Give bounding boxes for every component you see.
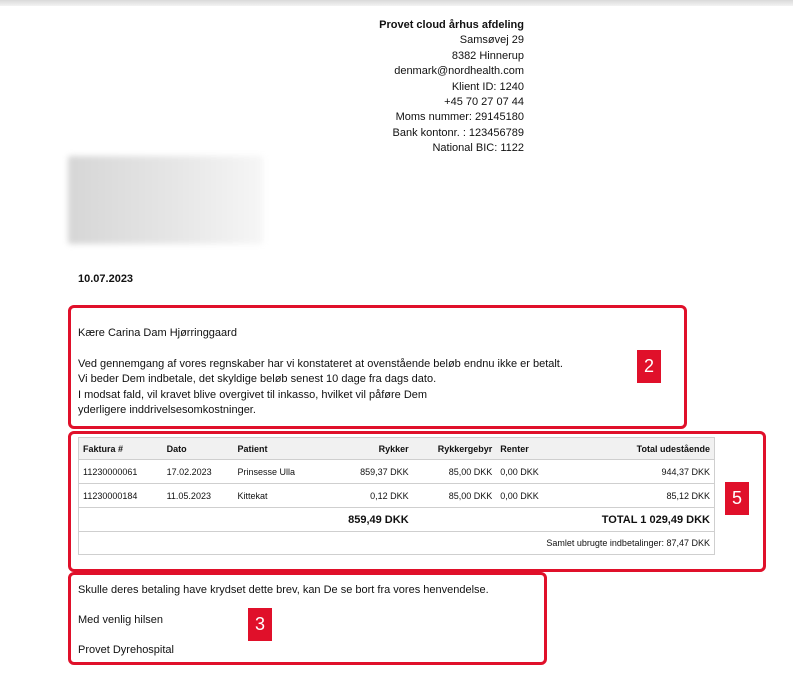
closing-note: Skulle deres betaling have krydset dette brev, kan De se bort fra vores henvendelse.: [78, 584, 489, 596]
letter-line-1: Ved gennemgang af vores regnskaber har vi konstateret at ovenstående beløb endnu ikke er betalt.: [78, 357, 563, 370]
col-invoice: Faktura #: [79, 438, 163, 460]
sender-bank: Bank kontonr. : 123456789: [392, 126, 524, 139]
sender-address-block: [379, 18, 524, 157]
letter-line-2: Vi beder Dem indbetale, det skyldige beløb senest 10 dage fra dags dato.: [78, 373, 437, 385]
top-shadow-bar: [0, 0, 793, 6]
cell-patient: Kittekat: [233, 484, 321, 508]
cell-interest: 0,00 DKK: [496, 484, 558, 508]
cell-date: 17.02.2023: [163, 460, 234, 484]
blurred-recipient-address: [68, 156, 263, 244]
sender-bic: National BIC: 1122: [432, 142, 524, 155]
closing-regards: Med venlig hilsen: [78, 614, 163, 626]
sum-total: TOTAL 1 029,49 DKK: [558, 508, 714, 532]
letter-greeting: Kære Carina Dam Hjørringgaard: [78, 327, 237, 339]
col-reminder-fee: Rykkergebyr: [413, 438, 497, 460]
col-interest: Renter: [496, 438, 558, 460]
annotation-label-3: 3: [248, 608, 272, 641]
cell-reminder-fee: 85,00 DKK: [413, 484, 497, 508]
annotation-label-5: 5: [725, 482, 749, 515]
letter-date: 10.07.2023: [78, 273, 134, 285]
sender-email: denmark@nordhealth.com: [394, 65, 524, 78]
cell-invoice: 11230000184: [79, 484, 163, 508]
col-total: Total udestående: [558, 438, 714, 460]
cell-total: 944,37 DKK: [558, 460, 714, 484]
unused-payments: Samlet ubrugte indbetalinger: 87,47 DKK: [79, 532, 715, 555]
annotation-label-2: 2: [637, 350, 661, 383]
sender-phone: +45 70 27 07 44: [444, 96, 524, 109]
cell-reminder: 859,37 DKK: [321, 460, 413, 484]
sender-vat: Moms nummer: 29145180: [395, 111, 524, 124]
annotation-box-2: [68, 305, 687, 429]
cell-interest: 0,00 DKK: [496, 460, 558, 484]
sender-city: 8382 Hinnerup: [451, 49, 524, 62]
sender-name: Provet cloud århus afdeling: [379, 19, 524, 31]
cell-reminder-fee: 85,00 DKK: [413, 460, 497, 484]
cell-reminder: 0,12 DKK: [321, 484, 413, 508]
letter-line-4: yderligere inddrivelsesomkostninger.: [78, 404, 256, 416]
col-patient: Patient: [233, 438, 321, 460]
col-reminder: Rykker: [321, 438, 413, 460]
cell-total: 85,12 DKK: [558, 484, 714, 508]
cell-date: 11.05.2023: [163, 484, 234, 508]
cell-patient: Prinsesse Ulla: [233, 460, 321, 484]
sender-street: Samsøvej 29: [459, 34, 524, 47]
sender-client-id: Klient ID: 1240: [451, 80, 524, 93]
closing-signature: Provet Dyrehospital: [78, 644, 174, 656]
cell-invoice: 11230000061: [79, 460, 163, 484]
annotation-box-5: [68, 431, 766, 572]
col-date: Dato: [163, 438, 234, 460]
annotation-box-3: [68, 572, 547, 665]
sum-reminder: 859,49 DKK: [321, 508, 413, 532]
letter-line-3: I modsat fald, vil kravet blive overgivet til inkasso, hvilket vil påføre Dem: [78, 388, 428, 401]
